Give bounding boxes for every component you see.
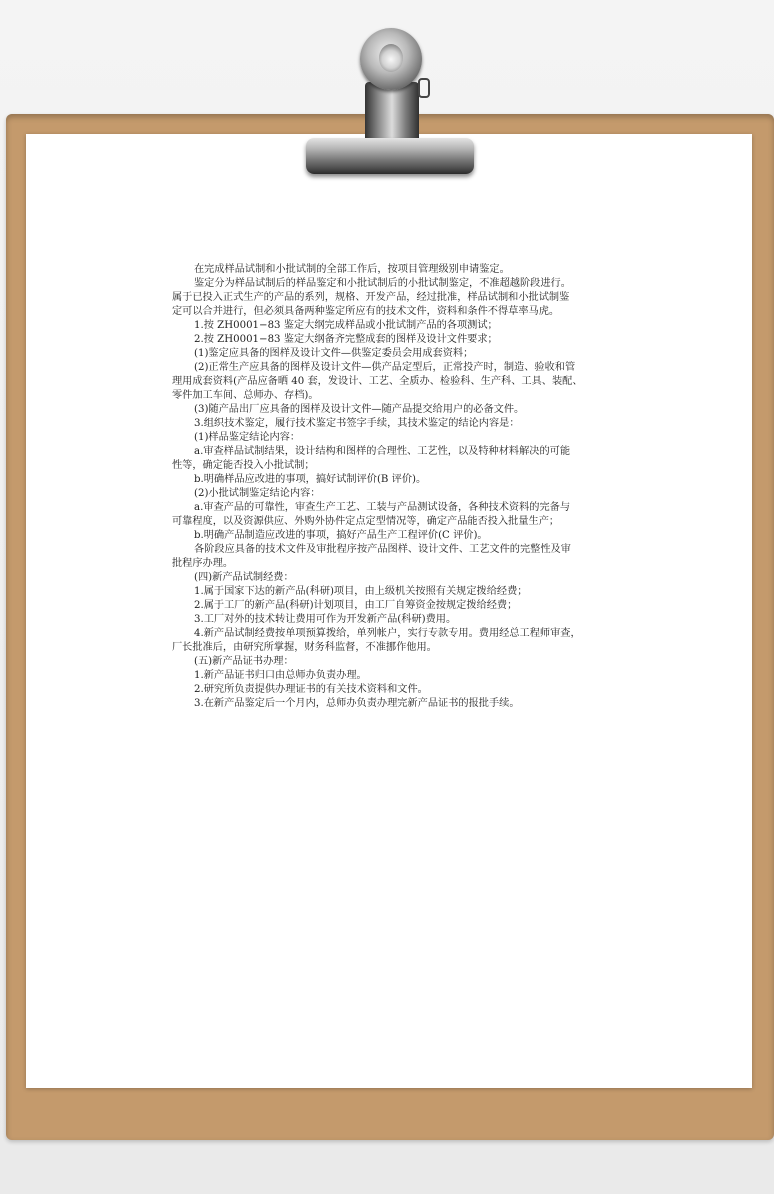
document-line: 零件加工车间、总师办、存档)。 [172, 390, 319, 401]
document-line: 1.属于国家下达的新产品(科研)项目，由上级机关按照有关规定拨给经费； [194, 586, 528, 597]
document-line: 批程序办理。 [172, 558, 234, 569]
document-line: a.审查样品试制结果，设计结构和图样的合理性、工艺性，以及特种材料解决的可能 [194, 446, 571, 457]
document-line: b.明确样品应改进的事项，搞好试制评价(B 评价)。 [194, 474, 427, 485]
document-line: 可靠程度，以及资源供应、外购外协件定点定型情况等，确定产品能否投入批量生产； [172, 516, 560, 527]
document-line: 厂长批准后，由研究所掌握，财务科监督，不准挪作他用。 [172, 642, 437, 653]
document-line: (2)正常生产应具备的图样及设计文件—供产品定型后，正常投产时，制造、验收和管 [194, 362, 576, 373]
document-line: 1.新产品证书归口由总师办负责办理。 [194, 670, 367, 681]
binder-clip-body [365, 82, 419, 144]
document-line: (3)随产品出厂应具备的图样及设计文件—随产品提交给用户的必备文件。 [194, 404, 525, 415]
document-body [172, 263, 604, 711]
document-line: 属于已投入正式生产的产品的系列，规格、开发产品，经过批准，样品试制和小批试制鉴 [172, 292, 570, 303]
document-line: 2.研究所负责提供办理证书的有关技术资料和文件。 [194, 684, 428, 695]
binder-clip-wire [418, 78, 430, 98]
document-line: b.明确产品制造应改进的事项，搞好产品生产工程评价(C 评价)。 [194, 530, 488, 541]
document-line: (五)新产品证书办理： [194, 656, 294, 667]
document-line: 鉴定分为样品试制后的样品鉴定和小批试制后的小批试制鉴定，不准超越阶段进行。 [194, 278, 571, 289]
document-line: 3.工厂对外的技术转让费用可作为开发新产品(科研)费用。 [194, 614, 457, 625]
document-line: 理用成套资料(产品应备晒 40 套，发设计、工艺、全质办、检验科、生产科、工具、装配、 [172, 376, 583, 387]
binder-clip-hole [379, 44, 403, 72]
document-line: (2)小批试制鉴定结论内容： [194, 488, 321, 499]
document-line: a.审查产品的可靠性，审查生产工艺、工装与产品测试设备，各种技术资料的完备与 [194, 502, 571, 513]
document-line: 定可以合并进行，但必须具备两种鉴定所应有的技术文件，资料和条件不得草率马虎。 [172, 306, 560, 317]
document-line: 4.新产品试制经费按单项预算拨给，单列帐户，实行专款专用。费用经总工程师审查， [194, 628, 581, 639]
document-line: 性等，确定能否投入小批试制； [172, 460, 315, 471]
document-line: 1.按 ZH0001−83 鉴定大纲完成样品或小批试制产品的各项测试； [194, 320, 498, 331]
document-line: 3.组织技术鉴定，履行技术鉴定书签字手续，其技术鉴定的结论内容是： [194, 418, 520, 429]
document-line: (1)鉴定应具备的图样及设计文件—供鉴定委员会用成套资料； [194, 348, 474, 359]
binder-clip-base [306, 138, 474, 174]
document-line: 2.属于工厂的新产品(科研)计划项目，由工厂自筹资金按规定拨给经费； [194, 600, 518, 611]
binder-clip-ring [360, 28, 422, 90]
document-line: 各阶段应具备的技术文件及审批程序按产品图样、设计文件、工艺文件的完整性及审 [194, 544, 571, 555]
document-line: 3.在新产品鉴定后一个月内，总师办负责办理完新产品证书的报批手续。 [194, 698, 520, 709]
document-line: 在完成样品试制和小批试制的全部工作后，按项目管理级别申请鉴定。 [194, 264, 510, 275]
document-line: (1)样品鉴定结论内容： [194, 432, 301, 443]
document-line: (四)新产品试制经费： [194, 572, 294, 583]
document-line: 2.按 ZH0001−83 鉴定大纲备齐完整成套的图样及设计文件要求； [194, 334, 498, 345]
